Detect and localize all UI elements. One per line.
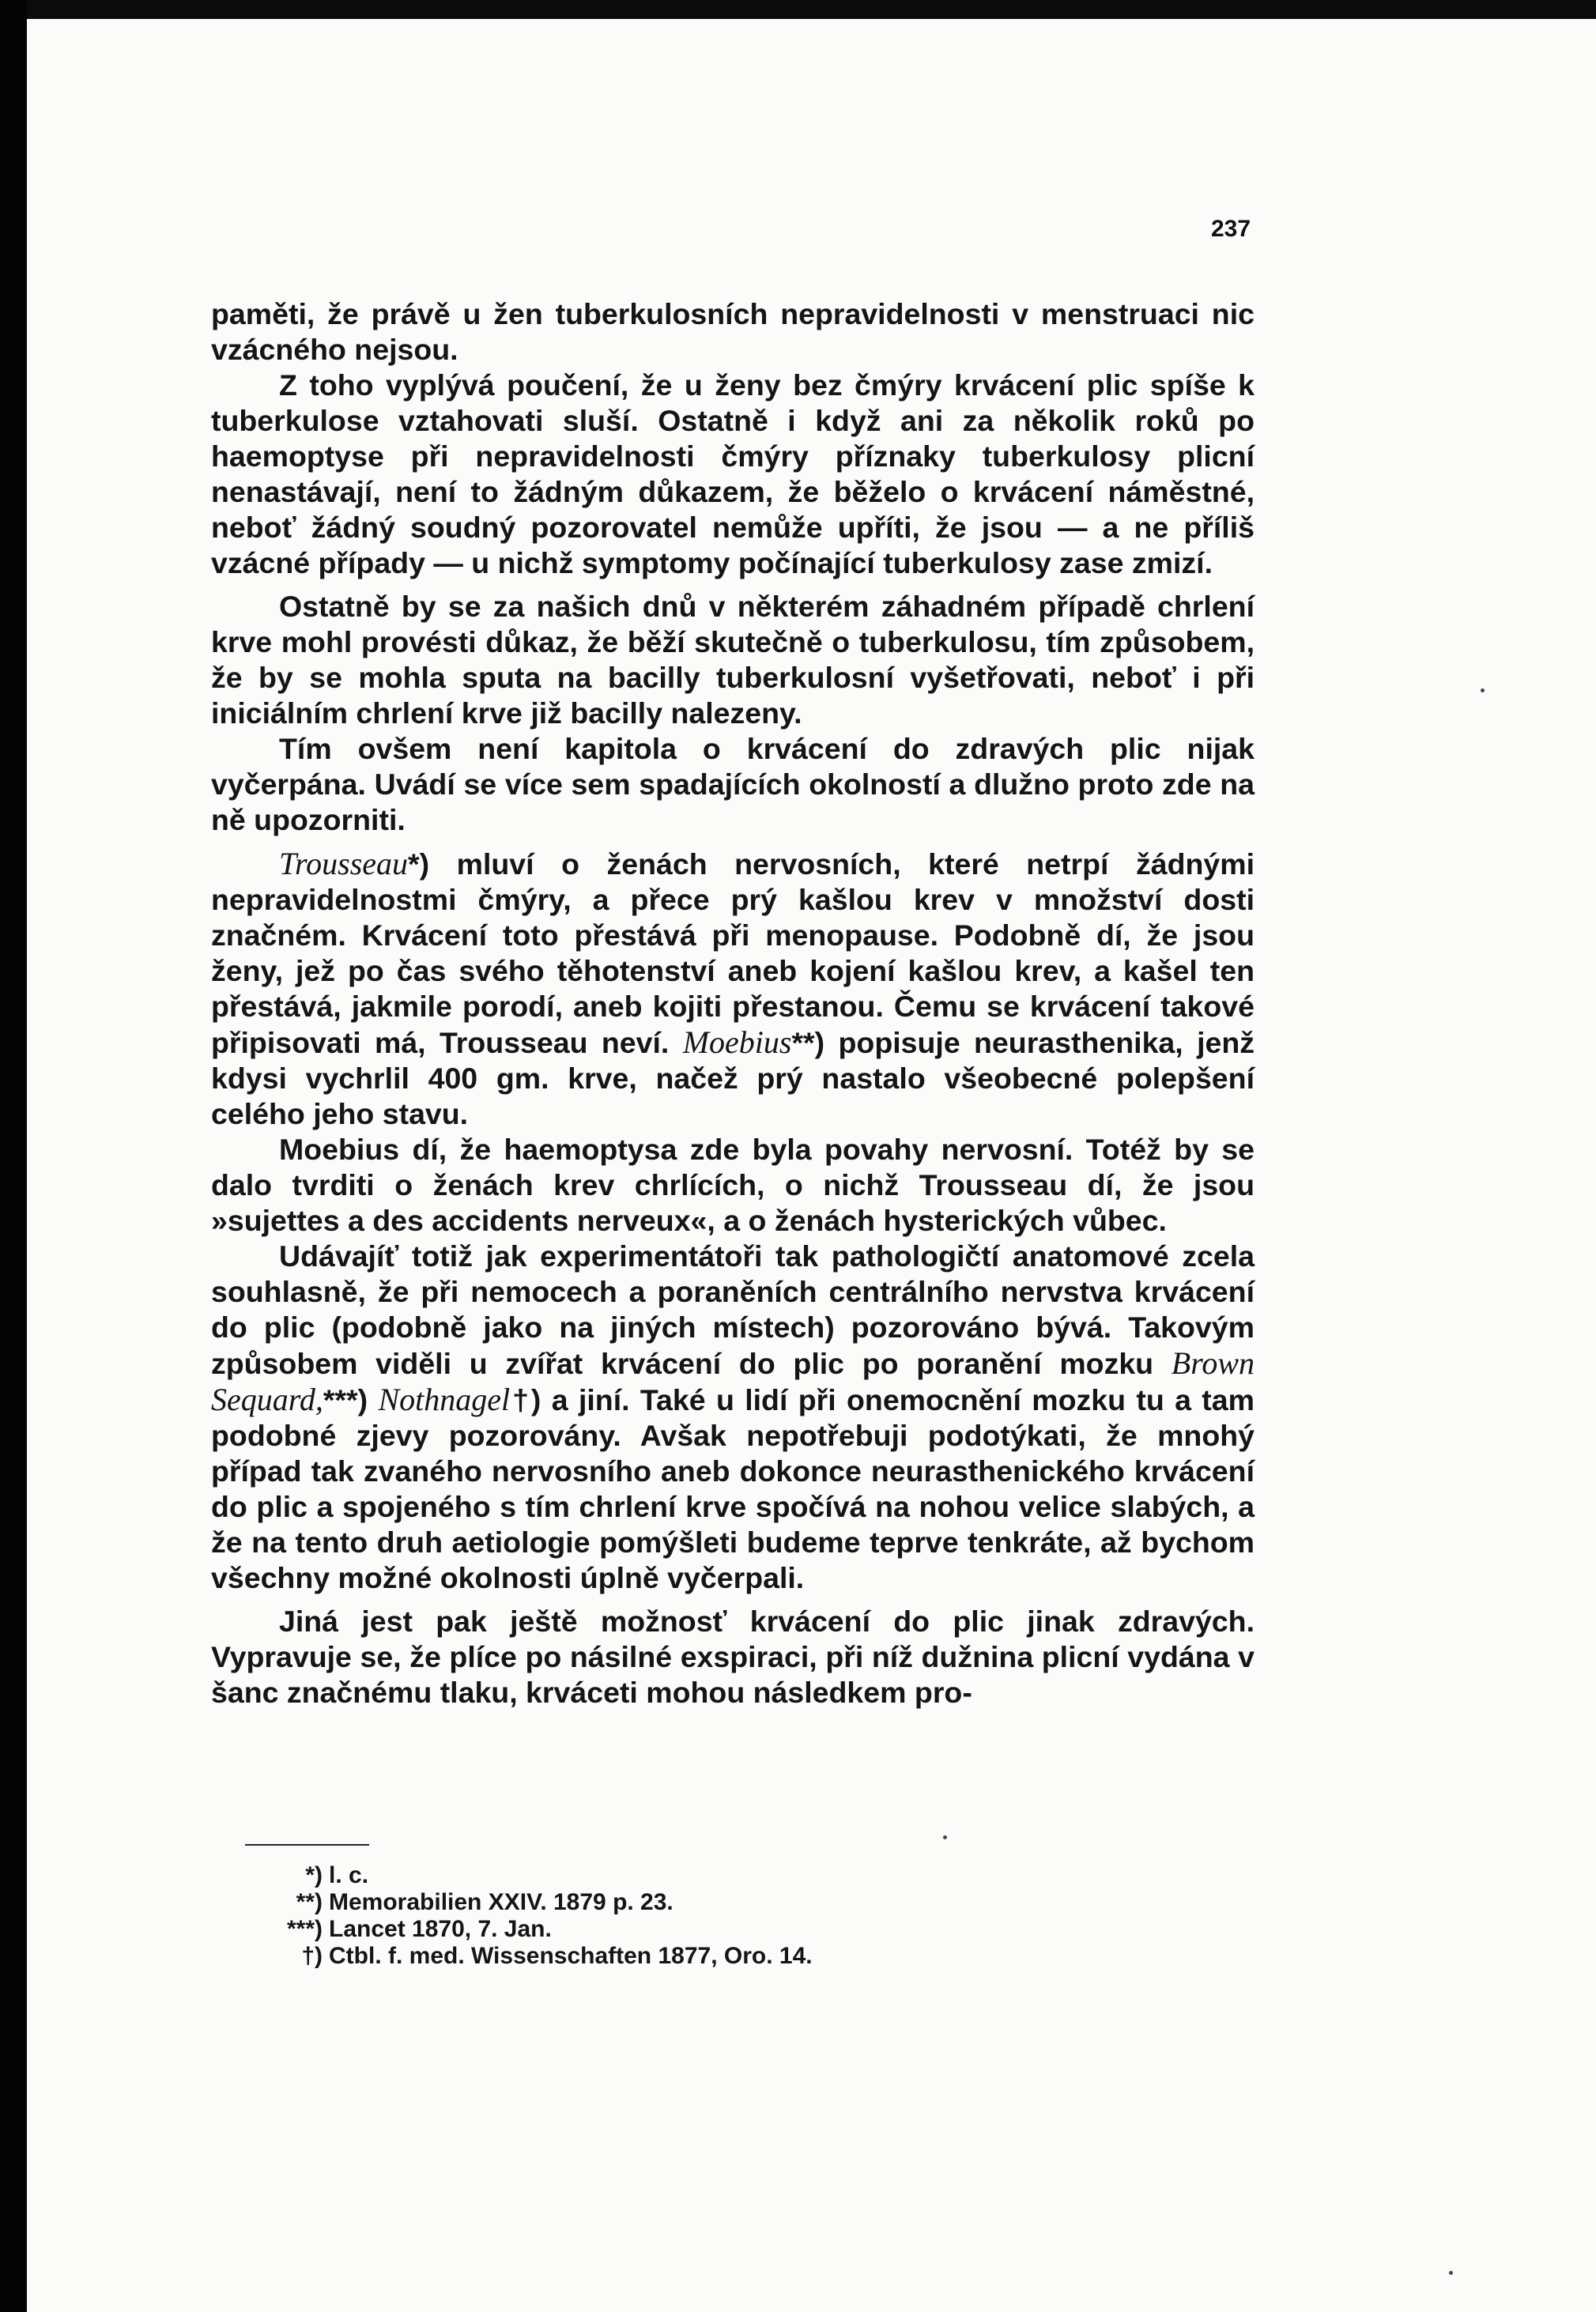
text-run: Udávajíť totiž jak experimentátoři tak pathologičtí anatomové zcela souhlasně, že při nemocech a poraněních centrálního nervstva krvácení do plic (podobně jako na jiných místech) pozorováno bývá. Takovým způsobem viděli u zvířat krvácení do plic po poranění mozku <box>211 1239 1255 1380</box>
italic-name: Brown Sequard, <box>211 1345 1255 1417</box>
text-run: †) a jiní. Také u lidí při onemocnění mozku tu a tam podobné zjevy pozorovány. Avšak nepotřebuji podotýkati, že mnohý případ tak zvaného nervosního aneb dokonce neurasthenického krvácení do plic a spojeného s tím chrlení krve spočívá na nohou velice slabých, a že na tento druh aetiologie pomýšleti budeme teprve tenkráte, až bychom všechny možné okolnosti úplně vyčerpali. <box>211 1383 1255 1594</box>
italic-name: Trousseau <box>279 846 409 881</box>
text-run: Tím ovšem není kapitola o krvácení do zdravých plic nijak vyčerpána. Uvádí se více sem spadajících okolností a dlužno proto zde na ně upozorniti. <box>211 732 1255 836</box>
footnote-text: l. c. <box>329 1862 369 1888</box>
paragraph <box>211 846 1255 1132</box>
footnote <box>250 1943 961 1970</box>
footnotes <box>250 1862 961 1970</box>
paragraph <box>211 368 1255 581</box>
text-run: Ostatně by se za našich dnů v některém záhadném případě chrlení krve mohl provésti důkaz, že běží skutečně o tuberkulosu, tím způsobem, že by se mohla sputa na bacilly tuberkulosní vyšetřovati, neboť i při iniciálním chrlení krve již bacilly nalezeny. <box>211 590 1255 730</box>
footnote-text: Lancet 1870, 7. Jan. <box>329 1916 552 1942</box>
footnote-mark: ***) <box>286 1916 323 1942</box>
footnote-mark: **) <box>296 1889 323 1915</box>
footnote <box>250 1916 961 1943</box>
scan-left-border <box>0 0 27 2312</box>
scan-top-border <box>0 0 1596 19</box>
footnote-mark: *) <box>305 1862 323 1888</box>
page-number: 237 <box>1211 216 1251 242</box>
footnote-separator <box>245 1844 369 1846</box>
footnote <box>250 1862 961 1889</box>
text-run: **) popisuje neurasthenika, jenž kdysi vychrlil 400 gm. krve, načež prý nastalo všeobecné polepšení celého jeho stavu. <box>211 1026 1255 1130</box>
paragraph <box>211 589 1255 731</box>
text-run: Moebius dí, že haemoptysa zde byla povahy nervosní. Totéž by se dalo tvrditi o ženách krev chrlících, o nichž Trousseau dí, že jsou »sujettes a des accidents nerveux«, a o ženách hysterických vůbec. <box>211 1133 1255 1237</box>
footnote-text: Ctbl. f. med. Wissenschaften 1877, Oro. 14. <box>329 1943 813 1969</box>
footnote-text: Memorabilien XXIV. 1879 p. 23. <box>329 1889 673 1915</box>
paragraph <box>211 1604 1255 1710</box>
body-text <box>211 296 1255 1710</box>
paragraph <box>211 731 1255 838</box>
text-run: Jiná jest pak ještě možnosť krvácení do plic jinak zdravých. Vypravuje se, že plíce po násilné exspiraci, při níž dužnina plicní vydána v šanc značnému tlaku, krváceti mohou následkem pro- <box>211 1605 1255 1709</box>
text-run: paměti, že právě u žen tuberkulosních nepravidelnosti v menstruaci nic vzácného nejsou. <box>211 297 1255 366</box>
text-run: ***) <box>323 1383 379 1416</box>
text-run: Z toho vyplývá poučení, že u ženy bez čmýry krvácení plic spíše k tuberkulose vztahovati sluší. Ostatně i když ani za několik roků po haemoptyse při nepravidelnosti čmýry příznaky tuberkulosy plicní nenastávají, není to žádným důkazem, že běželo o krvácení náměstné, neboť žádný soudný pozorovatel nemůže upříti, že jsou — a ne příliš vzácné případy — u nichž symptomy počínající tuberkulosy zase zmizí. <box>211 368 1255 579</box>
paragraph <box>211 1132 1255 1239</box>
italic-name: Nothnagel <box>378 1382 511 1417</box>
footnote <box>250 1889 961 1916</box>
footnote-mark: †) <box>301 1943 323 1969</box>
text-run: *) mluví o ženách nervosních, které netrpí žádnými nepravidelnostmi čmýry, a přece prý kašlou krev v množství dosti značném. Krvácení toto přestává při menopause. Podobně dí, že jsou ženy, jež po čas svého těhotenství aneb kojení kašlou krev, a kašel ten přestává, jakmile porodí, aneb kojiti přestanou. Čemu se krvácení takové připisovati má, Trousseau neví. <box>211 847 1255 1059</box>
speck <box>1449 2271 1453 2275</box>
speck <box>1481 688 1485 692</box>
paragraph <box>211 296 1255 368</box>
speck <box>943 1835 947 1839</box>
italic-name: Moebius <box>682 1024 792 1060</box>
paragraph <box>211 1239 1255 1596</box>
